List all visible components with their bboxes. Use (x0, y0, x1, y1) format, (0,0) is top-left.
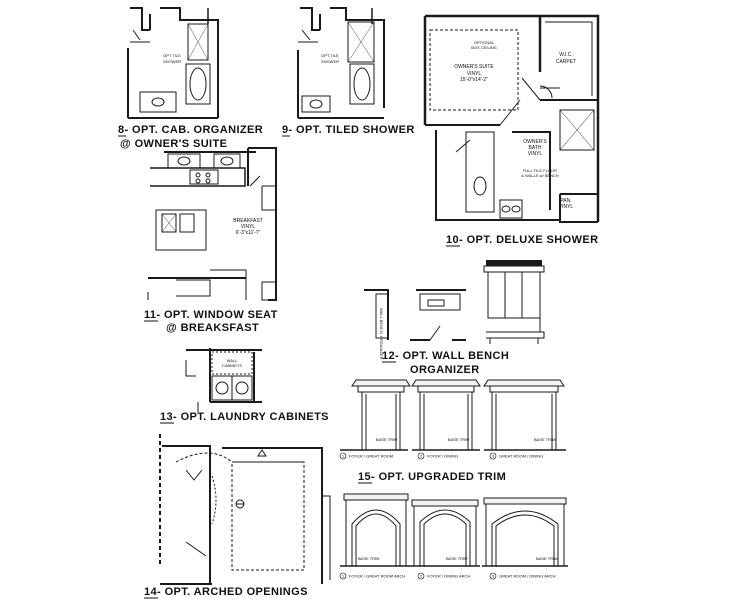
base-trim-label-5: BASE TRIM (446, 556, 468, 561)
label-breakfast: BREAKFAST VINYL 6'-3"x11'-7" (233, 218, 263, 236)
svg-text:9- OPT. TILED SHOWER: 9- OPT. TILED SHOWER (282, 124, 415, 136)
svg-text:1: 1 (341, 453, 345, 459)
svg-text:@ OWNER'S SUITE: @ OWNER'S SUITE (120, 138, 228, 150)
base-trim-label-1: BASE TRIM (376, 437, 398, 442)
caption-14 (144, 586, 308, 598)
label-opt-tile-shower-b: OPT TILE SHOWER (321, 53, 339, 64)
arch-caption-1 (340, 573, 405, 579)
caption-13 (160, 411, 329, 423)
svg-text:3: 3 (491, 453, 495, 459)
label-wic: W.I.C. CARPET (555, 52, 577, 65)
svg-text:12- OPT. WALL BENCH: 12- OPT. WALL BENCH (382, 350, 510, 362)
base-trim-label-4: BASE TRIM (358, 556, 380, 561)
svg-text:8- OPT. CAB. ORGANIZER: 8- OPT. CAB. ORGANIZER (118, 124, 264, 136)
base-trim-label-2: BASE TRIM (448, 437, 470, 442)
svg-text:FOYER / DINING: FOYER / DINING (427, 453, 459, 459)
svg-text:FOYER / GREAT ROOM ARCH: FOYER / GREAT ROOM ARCH (349, 573, 406, 579)
svg-text:15- OPT. UPGRADED TRIM: 15- OPT. UPGRADED TRIM (358, 471, 507, 483)
caption-10 (446, 234, 598, 246)
label-wall-bench: WALL BENCHORGANIZER (379, 308, 384, 360)
caption-9 (282, 124, 415, 136)
svg-text:10- OPT. DELUXE SHOWER: 10- OPT. DELUXE SHOWER (446, 234, 599, 246)
svg-text:FOYER / DINING ARCH: FOYER / DINING ARCH (427, 573, 471, 579)
svg-text:GREAT ROOM / DINING ARCH: GREAT ROOM / DINING ARCH (499, 573, 556, 579)
label-owners-suite: OWNER'S SUITE VINYL 15'-0"x14'-2" (454, 64, 494, 83)
svg-text:ORGANIZER: ORGANIZER (410, 364, 480, 376)
svg-text:3: 3 (491, 573, 495, 579)
label-optional-box-ceiling: OPTIONAL BOX CEILING (471, 40, 497, 50)
base-trim-label-6: BASE TRIM (536, 556, 558, 561)
svg-text:2: 2 (419, 453, 423, 459)
svg-text:11- OPT. WINDOW SEAT: 11- OPT. WINDOW SEAT (144, 309, 278, 321)
label-opt-tile-shower-a: OPT TILE SHOWER (163, 53, 181, 64)
svg-text:14- OPT. ARCHED OPENINGS: 14- OPT. ARCHED OPENINGS (144, 586, 308, 598)
base-trim-label-3: BASE TRIM (534, 437, 556, 442)
svg-text:GREAT ROOM / DINING: GREAT ROOM / DINING (499, 453, 544, 459)
label-pan: PAN. VINYL (558, 198, 574, 210)
caption-15 (358, 471, 506, 483)
arch-caption-3 (490, 573, 556, 579)
svg-text:13- OPT. LAUNDRY CABINETS: 13- OPT. LAUNDRY CABINETS (160, 411, 329, 423)
svg-text:@ BREAKSFAST: @ BREAKSFAST (166, 322, 260, 334)
svg-text:2: 2 (419, 573, 423, 579)
label-wall-cabinets: WALL CABINETS (221, 358, 243, 368)
svg-text:FOYER / GREAT ROOM: FOYER / GREAT ROOM (349, 453, 394, 459)
label-owners-bath: OWNER'S BATH VINYL (523, 139, 547, 157)
svg-text:1: 1 (341, 573, 345, 579)
label-full-tile: FULL TILE FLOOR & WALLS w/ BENCH (521, 168, 559, 178)
